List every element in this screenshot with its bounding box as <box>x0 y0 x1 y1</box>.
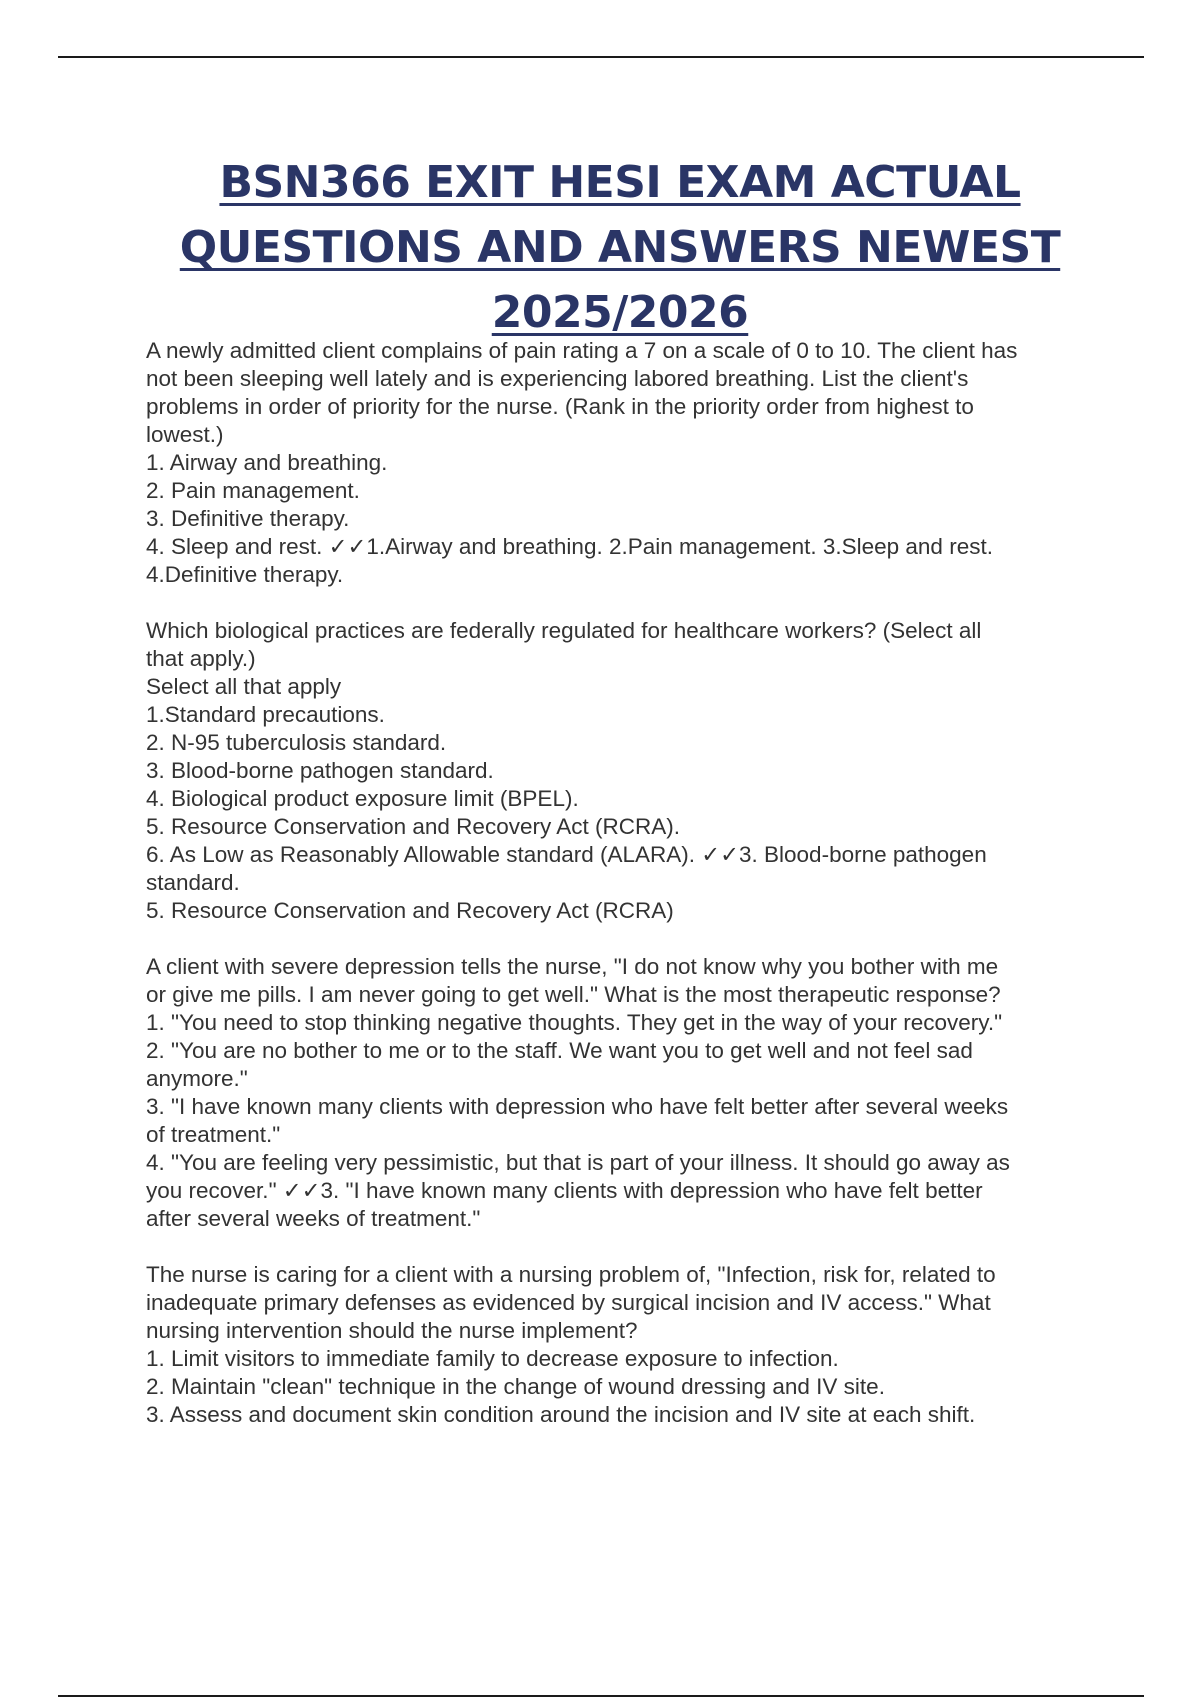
question-text-line: nursing intervention should the nurse implement? <box>146 1318 638 1343</box>
answer-option: you recover." ✓✓3. "I have known many clients with depression who have felt better <box>146 1178 983 1203</box>
question-text-line: The nurse is caring for a client with a nursing problem of, "Infection, risk for, related to <box>146 1262 996 1287</box>
title-line-1: BSN366 EXIT HESI EXAM ACTUAL <box>219 157 1021 208</box>
answer-option: 2. Pain management. <box>146 478 360 503</box>
question-text-line: lowest.) <box>146 422 224 447</box>
answer-option: 2. "You are no bother to me or to the staff. We want you to get well and not feel sad <box>146 1038 973 1063</box>
question-text-line: inadequate primary defenses as evidenced by surgical incision and IV access." What <box>146 1290 991 1315</box>
question-list <box>146 337 1096 1457</box>
title-line-2: QUESTIONS AND ANSWERS NEWEST <box>179 222 1061 273</box>
answer-key: 5. Resource Conservation and Recovery Act (RCRA) <box>146 898 674 923</box>
bottom-rule <box>58 1695 1144 1697</box>
answer-option: anymore." <box>146 1066 248 1091</box>
question-text-line: not been sleeping well lately and is experiencing labored breathing. List the client's <box>146 366 969 391</box>
title-line-3: 2025/2026 <box>491 287 749 338</box>
answer-option: 4. Biological product exposure limit (BPEL). <box>146 786 579 811</box>
question-text-line: that apply.) <box>146 646 256 671</box>
question-text-line: Which biological practices are federally regulated for healthcare workers? (Select all <box>146 618 982 643</box>
answer-option: 4. "You are feeling very pessimistic, but that is part of your illness. It should go away as <box>146 1150 1010 1175</box>
answer-option: 3. Blood-borne pathogen standard. <box>146 758 494 783</box>
answer-option: 3. "I have known many clients with depression who have felt better after several weeks <box>146 1094 1009 1119</box>
question-block-2 <box>146 617 1096 925</box>
answer-key: standard. <box>146 870 240 895</box>
answer-option: 1.Standard precautions. <box>146 702 385 727</box>
question-block-3 <box>146 953 1096 1233</box>
top-rule <box>58 56 1144 58</box>
answer-option: 5. Resource Conservation and Recovery Act (RCRA). <box>146 814 680 839</box>
question-text-line: A client with severe depression tells the nurse, "I do not know why you bother with me <box>146 954 999 979</box>
answer-option: 1. Limit visitors to immediate family to decrease exposure to infection. <box>146 1346 839 1371</box>
question-text-line: problems in order of priority for the nurse. (Rank in the priority order from highest to <box>146 394 974 419</box>
answer-option: of treatment." <box>146 1122 281 1147</box>
question-text-line: A newly admitted client complains of pain rating a 7 on a scale of 0 to 10. The client has <box>146 338 1018 363</box>
answer-option: 3. Definitive therapy. <box>146 506 350 531</box>
answer-key: after several weeks of treatment." <box>146 1206 481 1231</box>
question-text-line: or give me pills. I am never going to get well." What is the most therapeutic response? <box>146 982 1001 1007</box>
answer-option: 2. N-95 tuberculosis standard. <box>146 730 447 755</box>
answer-option: 1. Airway and breathing. <box>146 450 388 475</box>
answer-option: 1. "You need to stop thinking negative thoughts. They get in the way of your recovery." <box>146 1010 1003 1035</box>
answer-option: 6. As Low as Reasonably Allowable standard (ALARA). ✓✓3. Blood-borne pathogen <box>146 842 987 867</box>
question-block-1 <box>146 337 1096 589</box>
answer-option: 2. Maintain "clean" technique in the change of wound dressing and IV site. <box>146 1374 885 1399</box>
question-block-4 <box>146 1261 1096 1429</box>
answer-key: 4.Definitive therapy. <box>146 562 344 587</box>
document-title <box>100 150 1140 345</box>
answer-option: 3. Assess and document skin condition around the incision and IV site at each shift. <box>146 1402 976 1427</box>
answer-option: 4. Sleep and rest. ✓✓1.Airway and breathing. 2.Pain management. 3.Sleep and rest. <box>146 534 993 559</box>
question-instruction: Select all that apply <box>146 674 342 699</box>
